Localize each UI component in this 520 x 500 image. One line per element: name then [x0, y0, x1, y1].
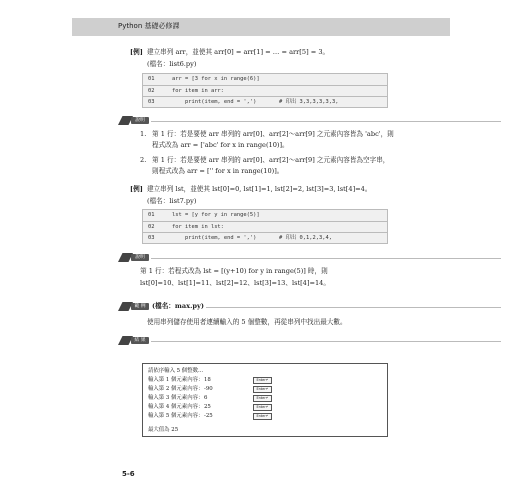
- example-filename: (檔名：list6.py): [147, 60, 197, 68]
- console-row: [148, 403, 269, 411]
- note-item-text: 第 1 行：若是要使 arr 串列的 arr[0]、arr[2]～arr[9] 之元素內容皆為 'abc'，則: [152, 130, 394, 138]
- console-row-label: 輸入第 5 個元素內容：: [148, 413, 204, 419]
- example-tag: [例]: [130, 48, 143, 56]
- note-item-number: 1.: [140, 130, 147, 138]
- note-text: 第 1 行：若程式改為 lst = [(y+10) for y in range(5)] 時，則: [140, 267, 328, 275]
- enter-key-icon: Enter↵: [253, 413, 272, 420]
- code-line: [143, 74, 387, 85]
- console-row-label: 輸入第 1 個元素內容：: [148, 377, 204, 383]
- code-comment: # 印出 0,1,2,3,4,: [279, 235, 332, 241]
- code-block: [142, 209, 388, 244]
- console-prompt: 請依序輸入 5 個整數...: [148, 368, 204, 374]
- divider: [206, 307, 501, 308]
- line-number: 03: [148, 235, 155, 241]
- divider: [151, 258, 501, 259]
- note-badge-label: 說明: [131, 254, 149, 261]
- enter-key-icon: Enter↵: [253, 404, 272, 411]
- console-row: [148, 394, 269, 402]
- code-block: [142, 73, 388, 108]
- code-text: print(item, end = ','): [172, 235, 257, 241]
- line-number: 02: [148, 88, 155, 94]
- divider: [151, 121, 501, 122]
- note-item-number: 2.: [140, 156, 147, 164]
- enter-key-icon: Enter↵: [253, 395, 272, 402]
- note-badge-label: 說明: [131, 117, 149, 124]
- code-text: for item in arr:: [172, 88, 224, 94]
- enter-key-icon: Enter↵: [253, 386, 272, 393]
- code-line: [143, 210, 387, 221]
- console-row: [148, 376, 269, 384]
- note-item-text: 第 1 行：若是要使 arr 串列的 arr[0]、arr[2]～arr[9] 之元素內容皆為空字串，: [152, 156, 390, 164]
- example-tag: [例]: [130, 185, 143, 193]
- code-text: lst = [y for y in range(5)]: [172, 212, 260, 218]
- console-row: [148, 412, 269, 420]
- example-description: 建立串列 arr，並使其 arr[0] = arr[1] = … = arr[5] = 3。: [147, 48, 330, 56]
- example-filename: (檔名：list7.py): [147, 197, 197, 205]
- line-number: 03: [148, 99, 155, 105]
- problem-filename: (檔名：max.py): [152, 302, 204, 310]
- console-final: 最大值為 25: [148, 427, 179, 433]
- line-number: 02: [148, 224, 155, 230]
- console-row-label: 輸入第 2 個元素內容：: [148, 386, 204, 392]
- note-item-text: 程式改為 arr = ['abc' for x in range(10)]。: [152, 141, 289, 149]
- console-row-label: 輸入第 3 個元素內容：: [148, 395, 204, 401]
- code-line: [143, 232, 387, 244]
- code-text: arr = [3 for x in range(6)]: [172, 76, 260, 82]
- console-row-value: -25: [204, 413, 213, 419]
- problem-description: 使用串列儲存使用者連續輸入的 5 個整數，再從串列中找出最大數。: [147, 318, 347, 326]
- code-text: for item in lst:: [172, 224, 224, 230]
- line-number: 01: [148, 76, 155, 82]
- result-badge-label: 結 果: [131, 337, 149, 344]
- console-row-value: 25: [204, 404, 211, 410]
- console-row-value: 18: [204, 377, 211, 383]
- enter-key-icon: Enter↵: [253, 377, 272, 384]
- page-number: 5-6: [122, 470, 135, 478]
- note-text: lst[0]=10、lst[1]=11、lst[2]=12、lst[3]=13、lst[4]=14。: [140, 279, 330, 287]
- code-line: [143, 96, 387, 108]
- problem-badge-label: 範 例: [131, 303, 149, 310]
- console-row-label: 輸入第 4 個元素內容：: [148, 404, 204, 410]
- note-item-text: 則程式改為 arr = ['' for x in range(10)]。: [152, 167, 284, 175]
- code-comment: # 印出 3,3,3,3,3,3,: [279, 99, 339, 105]
- page-header-title: Python 基礎必修課: [118, 22, 180, 30]
- console-row-value: -90: [204, 386, 213, 392]
- code-text: print(item, end = ','): [172, 99, 257, 105]
- divider: [151, 341, 501, 342]
- console-output: [142, 363, 388, 437]
- console-row-value: 6: [204, 395, 208, 401]
- example-description: 建立串列 lst，並使其 lst[0]=0, lst[1]=1, lst[2]=2, lst[3]=3, lst[4]=4。: [147, 185, 372, 193]
- console-row: [148, 385, 269, 393]
- line-number: 01: [148, 212, 155, 218]
